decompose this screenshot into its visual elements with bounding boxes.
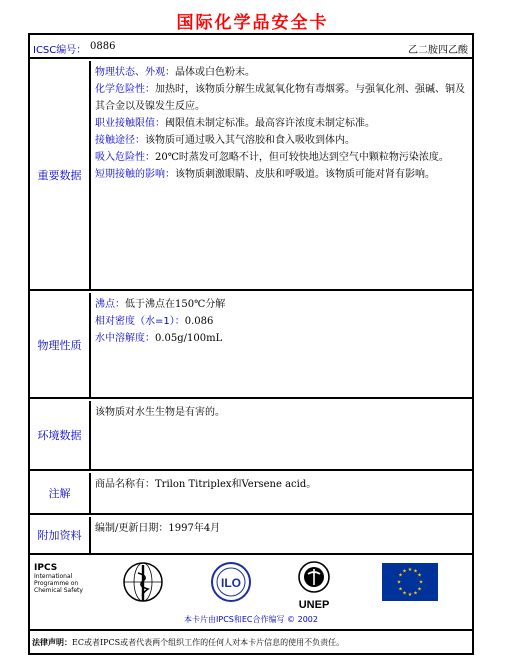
field-boiling-point <box>95 296 469 313</box>
eu-flag-icon <box>382 563 438 601</box>
field-value: 该物质刺激眼睛、皮肤和呼吸道。该物质可能对肾有影响。 <box>175 169 435 180</box>
field-key: 沸点： <box>95 299 125 310</box>
field-key: 水中溶解度： <box>95 333 155 344</box>
field-value: 加热时，该物质分解生成氮氧化物有毒烟雾。与强氧化剂、强碱、铜及其合金以及镍发生反应。 <box>95 84 465 112</box>
field-value: 阈限值未制定标准。最高容许浓度未制定标准。 <box>165 118 375 129</box>
card-title: 国际化学品安全卡 <box>176 13 329 33</box>
legal-key: 法律声明： <box>32 638 72 647</box>
field-key: 相对密度（水=1）： <box>95 316 185 327</box>
svg-text:★: ★ <box>413 568 418 575</box>
unep-emblem-icon <box>292 561 336 595</box>
section-body <box>93 61 472 289</box>
section-head: 注解 <box>30 473 91 513</box>
icsc-id-row <box>30 35 472 59</box>
section-head: 附加资料 <box>30 517 91 553</box>
section-environment <box>30 401 472 471</box>
field-chemical-hazard <box>95 81 469 115</box>
icsc-label: ICSC编号： <box>33 45 87 56</box>
who-logo-icon <box>122 561 164 603</box>
field-appearance <box>95 64 469 81</box>
ipcs-title: IPCS <box>34 563 58 573</box>
field-key: 短期接触的影响： <box>95 169 175 180</box>
icsc-number: 0886 <box>90 41 116 52</box>
svg-text:★: ★ <box>402 568 407 575</box>
field-value: 20℃时蒸发可忽略不计，但可较快地达到空气中颗粒物污染浓度。 <box>155 152 449 163</box>
svg-text:★: ★ <box>417 572 422 579</box>
section-additional <box>30 517 472 555</box>
field-water-solubility <box>95 330 469 347</box>
svg-text:★: ★ <box>398 586 403 593</box>
unep-logo <box>292 561 336 611</box>
field-key: 吸入危险性： <box>95 152 155 163</box>
field-key: 职业接触限值： <box>95 118 165 129</box>
field-value: 0.05g/100mL <box>155 333 223 344</box>
legal-text: EC或者IPCS或者代表两个组织工作的任何人对本卡片信息的使用不负责任。 <box>72 638 345 647</box>
ipcs-line: Chemical Safety <box>34 587 83 594</box>
section-head: 重要数据 <box>30 61 91 289</box>
ilo-logo-icon <box>210 561 252 603</box>
section-notes <box>30 473 472 515</box>
field-relative-density <box>95 313 469 330</box>
svg-text:ILO: ILO <box>221 576 241 590</box>
section-important-data <box>30 61 472 291</box>
field-key: 物理状态、外观： <box>95 67 175 78</box>
field-short-term-effects <box>95 166 469 183</box>
svg-text:★: ★ <box>413 590 418 597</box>
credit-line: 本卡片由IPCS和EC合作编写 © 2002 <box>184 615 318 624</box>
section-body: 该物质对水生生物是有害的。 <box>95 407 225 418</box>
legal-notice <box>30 633 472 653</box>
section-body: 编制/更新日期：1997年4月 <box>95 523 221 534</box>
field-inhalation-risk <box>95 149 469 166</box>
chemical-name: 乙二胺四乙酸 <box>408 45 468 56</box>
unep-label: UNEP <box>298 599 330 611</box>
section-head: 物理性质 <box>30 293 91 397</box>
svg-text:★: ★ <box>396 579 402 586</box>
chemical-safety-card <box>28 33 474 655</box>
svg-text:★: ★ <box>407 567 413 573</box>
section-body <box>93 293 472 397</box>
svg-text:★: ★ <box>417 586 422 593</box>
field-value: 0.086 <box>184 316 214 327</box>
field-exposure-limits <box>95 115 469 132</box>
section-physical-properties <box>30 293 472 399</box>
field-value: 晶体或白色粉末。 <box>175 67 255 78</box>
field-exposure-route <box>95 132 469 149</box>
logos-row <box>30 555 472 631</box>
svg-text:★: ★ <box>398 572 403 579</box>
field-value: 该物质可通过吸入其气溶胶和食入吸收到体内。 <box>145 135 355 146</box>
svg-text:★: ★ <box>418 579 424 586</box>
ipcs-block <box>34 563 83 594</box>
section-head: 环境数据 <box>30 401 91 469</box>
ipcs-line: International <box>34 573 73 580</box>
section-body: 商品名称有：Trilon Titriplex和Versene acid。 <box>95 479 317 490</box>
field-key: 化学危险性： <box>95 84 155 95</box>
ipcs-line: Programme on <box>34 580 79 587</box>
field-value: 低于沸点在150℃分解 <box>125 299 226 310</box>
field-key: 接触途径： <box>95 135 145 146</box>
svg-text:★: ★ <box>402 590 407 597</box>
svg-text:★: ★ <box>407 592 413 598</box>
